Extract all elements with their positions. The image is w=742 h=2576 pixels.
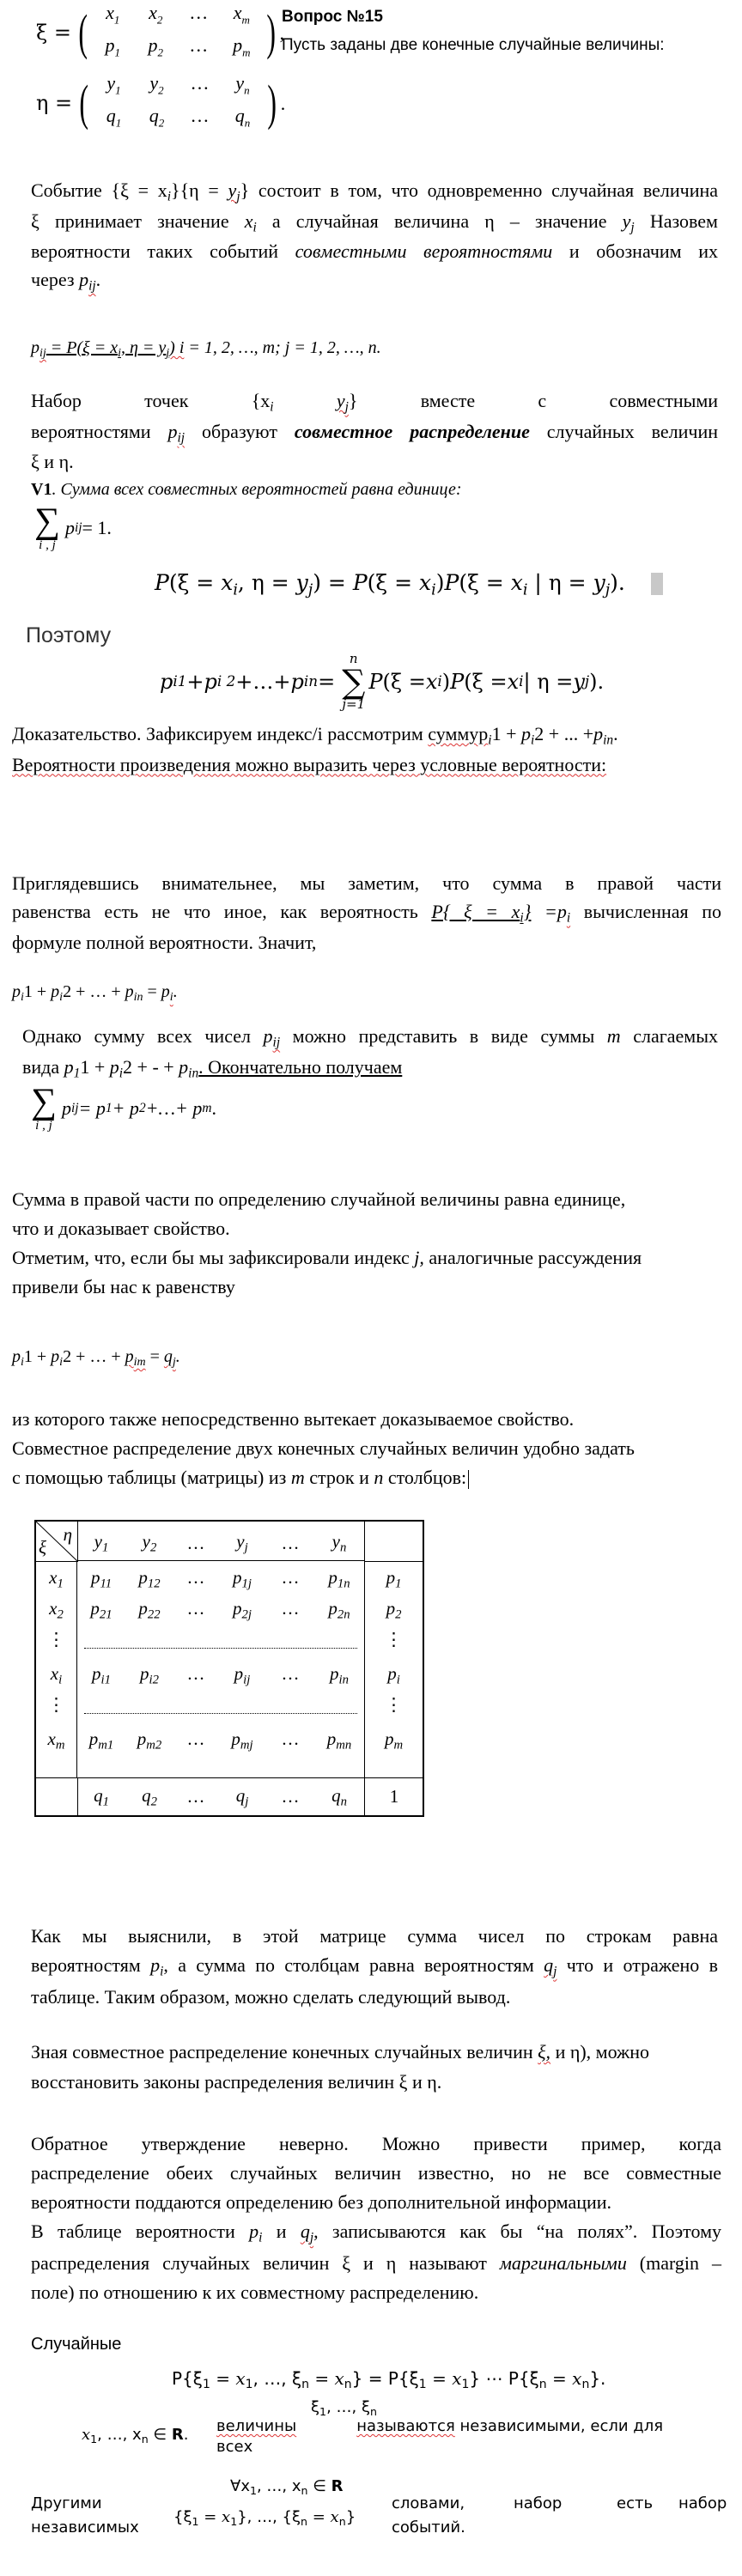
formula-joint-probability: $p_{ij} = P(\xi = x_i$, $\eta = y_j$) i = 1, 2, …, m; j = 1, 2, …, n. (31, 338, 381, 361)
text-line: Доказательство. Зафиксируем индекс/i рассмотрим суммуp$_i$1 + $p_i2$ + ... $+p_{in}$. (12, 723, 618, 748)
x-cell: $x_i$ (50, 1663, 63, 1687)
x-cell: ⋮ (47, 1694, 65, 1715)
paragraph-marginal-recovery (31, 2037, 721, 2097)
text-line: восстановить законы распределения величин ξ и η. (31, 2071, 442, 2093)
slovami-label: словами, (392, 2494, 465, 2512)
paragraph-row-column-sums (31, 1922, 718, 2012)
text-caret (468, 1470, 469, 1489)
header-cell: $y_n$ (331, 1530, 347, 1554)
p-cell: $p_1$ (386, 1567, 402, 1591)
p-cell: $p_2$ (386, 1598, 402, 1622)
sum-sign: ∑ i , j (31, 1082, 57, 1133)
paragraph-sum-of-m-terms (22, 1022, 718, 1083)
text-line: через $p_{ij}$. (31, 269, 101, 295)
p-cell: ⋮ (385, 1629, 403, 1649)
matrix-cell: … (189, 34, 209, 57)
matrix-cell: $x_2$ (149, 2, 163, 27)
matrix-cell: $y_1$ (106, 72, 121, 97)
question-title: Вопрос №15 (282, 8, 383, 26)
table-row: $p_{i1}$ $p_{i2}$ … $p_{ij}$ … $p_{in}$ (92, 1663, 349, 1687)
text-line: ξ принимает значение $x_i$ а случайная величина η – значение $y_j$ Назовем (31, 210, 718, 235)
footer-cell: … (281, 1786, 300, 1807)
question-text: Пусть заданы две конечные случайные величины: (282, 36, 665, 54)
text-line: Событие $\{\xi = x_i\}\{\eta = y_j\}$ состоит в том, что одновременно случайная величина (31, 179, 719, 204)
proof-paragraph (12, 720, 725, 779)
footer-cell: $q_j$ (235, 1785, 249, 1809)
sum-of-pi-formula: ∑ i , j p ij = p 1 + p 2 +…+ p m . (31, 1082, 217, 1133)
sum-sign: ∑ i , j (34, 501, 60, 552)
independence-title: Случайные (31, 2335, 122, 2354)
text-cursor-block (651, 573, 663, 595)
text-line: Сумма в правой части по определению случайной величины равна единице, (12, 1188, 626, 1210)
text-line: распределения случайных величин ξ и η называют маргинальными (margin – (31, 2251, 721, 2274)
text-line: Вероятности произведения можно выразить через условные вероятности: (12, 753, 607, 775)
table-header-empty (364, 1522, 423, 1562)
p-cell: $p_m$ (384, 1728, 404, 1753)
eta-symbol: η = (36, 91, 73, 116)
left-paren: ( (78, 4, 88, 61)
table-header-row (77, 1522, 364, 1561)
p-cell: $p_i$ (387, 1663, 400, 1687)
xi-symbol: ξ = (36, 21, 71, 46)
table-body (77, 1561, 364, 1777)
text-line: Однако сумму всех чисел $p_{ij}$ можно представить в виде суммы m слагаемых (22, 1025, 719, 1050)
table-x-column (36, 1561, 77, 1777)
table-row: $p_{m1}$ $p_{m2}$ … $p_{mj}$ … $p_{mn}$ (88, 1728, 352, 1753)
matrix-cell: … (190, 72, 210, 94)
text-line: ξ и η. (31, 451, 74, 473)
matrix-cell: $p_1$ (105, 34, 121, 59)
matrix-cell: … (190, 105, 210, 127)
nezavisimyh-label: независимых (31, 2518, 139, 2537)
text-line: равенства есть не что иное, как вероятность P{ $\xi = x_i\} =p_i$ вычисленная по (12, 901, 721, 926)
header-cell: … (281, 1532, 300, 1553)
text-line: Как мы выяснили, в этой матрице сумма чисел по строкам равна (31, 1925, 718, 1947)
joint-distribution-table (34, 1520, 424, 1817)
text-line: В таблице вероятности $p_i$ и $q_j$, записываются как бы “на полях”. Поэтому (31, 2221, 721, 2245)
right-paren: ) (267, 75, 277, 131)
forall-clause: $x_1$, …, $x_n$ ∈ R. (82, 2426, 189, 2445)
text-line: вида $p_11 + p_i2$ + - + $p_{in}$. Окончательно получаем (22, 1055, 403, 1081)
xi-matrix: ξ = ( $x_1$ $x_2$ … $x_m$ $p_1$ $p_2$ … $p_m$ ) , (36, 0, 284, 66)
table-row: $p_{11}$ $p_{12}$ … $p_{1j}$ … $p_{1n}$ (90, 1567, 350, 1591)
table-footer-row (77, 1777, 364, 1816)
vse-label: всех (216, 2438, 253, 2456)
x-cell: ⋮ (47, 1629, 65, 1649)
formula-column-equals-qj: $p_i1 + p_i2$ + … + $p_{im} = q_j$. (12, 1347, 180, 1370)
text-line: привели бы нас к равенству (12, 1276, 235, 1298)
footer-cell: $q_1$ (94, 1785, 109, 1809)
header-cell: $y_j$ (236, 1530, 248, 1554)
text-line: вероятности таких событий совместными вероятностями и обозначим их (31, 240, 718, 263)
p-cell: ⋮ (385, 1694, 403, 1715)
text-line: Отметим, что, если бы мы зафиксировали индекс j, аналогичные рассуждения (12, 1247, 642, 1269)
forall-clause-2: $\forall x_1$, …, $x_n$ ∈ R (230, 2477, 344, 2497)
matrix-cell: $x_1$ (106, 2, 120, 27)
corner-xi: ξ (39, 1536, 46, 1558)
x-cell: $x_m$ (47, 1728, 65, 1753)
independence-vars: $\xi_1$, …, $\xi_n$ (311, 2398, 377, 2418)
property-v1: V1. Сумма всех совместных вероятностей равна единице: (31, 480, 462, 499)
paragraph-total-probability (12, 869, 721, 957)
paragraph-conclusion (12, 1185, 725, 1302)
text-line: поле) по отношению к их совместному распределению. (31, 2281, 479, 2303)
matrix-cell: $q_1$ (106, 105, 122, 130)
left-paren: ( (79, 75, 89, 131)
table-row: $p_{21}$ $p_{22}$ … $p_{2j}$ … $p_{2n}$ (90, 1598, 350, 1622)
text-line: таблице. Таким образом, можно сделать следующий вывод. (31, 1985, 511, 2008)
paragraph-marginal-distributions (31, 2129, 721, 2307)
sobytiy-label: событий. (392, 2518, 465, 2537)
table-footer-empty (36, 1777, 78, 1816)
xi-matrix-grid (91, 0, 263, 66)
text-line: распределение обеих случайных величин известно, но не все совместные (31, 2162, 721, 2184)
text-line: Обратное утверждение неверно. Можно привести пример, когда (31, 2133, 721, 2154)
est-label: есть (617, 2494, 654, 2512)
matrix-cell: $q_n$ (234, 105, 251, 130)
text-line: вероятности поддаются определению без дополнительной информации. (31, 2191, 612, 2214)
independence-formula: $P\{\xi_1 = x_1$, …, $\xi_n = x_n\} = P\{\xi_1 = x_1\}$ ⋯ $P\{\xi_n = x_n\}$. (172, 2368, 606, 2392)
right-paren: ) (266, 4, 277, 61)
table-corner (36, 1522, 78, 1562)
table-p-column (364, 1561, 423, 1777)
event-set: $\{\xi_1 = x_1\}$, …, $\{\xi_n = x_n\}$ (173, 2508, 356, 2528)
text-line: Набор точек {$x_i$ $y_j$} вместе с совместными (31, 390, 719, 415)
header-cell: $y_2$ (142, 1530, 157, 1554)
matrix-cell: $y_n$ (235, 72, 250, 97)
property-label: V1 (31, 480, 52, 499)
text-line: что и доказывает свойство. (12, 1218, 230, 1240)
x-cell: $x_1$ (49, 1567, 64, 1591)
poetomu-label: Поэтому (26, 623, 112, 647)
formula-row-sum: p i1 + p i 2 +…+ p in = n ∑ j=1 P (ξ = x i ) P (ξ = x i | η = y j ). (160, 651, 605, 712)
footer-cell: … (186, 1786, 205, 1807)
corner-eta: η (63, 1524, 72, 1545)
matrix-cell: $x_m$ (233, 2, 250, 27)
text-line: Совместное распределение двух конечных случайных величин удобно задать (12, 1437, 635, 1460)
nabor-label: набор (514, 2494, 563, 2512)
text-line: Зная совместное распределение конечных случайных величин ξ, и η), можно (31, 2041, 650, 2063)
nabor2-label: набор (678, 2494, 727, 2512)
footer-cell: $q_2$ (142, 1785, 157, 1809)
text-line: вероятностям $p_i$, а сумма по столбцам равна вероятностям $q_j$ что и отражено в (31, 1954, 719, 1979)
matrix-cell: $p_2$ (148, 34, 164, 59)
text-line: из которого также непосредственно вытекает доказываемое свойство. (12, 1408, 575, 1430)
eta-matrix: η = ( $y_1$ $y_2$ … $y_n$ $q_1$ $q_2$ … $q_n$ ) . (36, 70, 285, 137)
independence-sentence: величины называются независимыми, если для (216, 2417, 664, 2435)
text-line: с помощью таблицы (матрицы) из m строк и n столбцов: (12, 1463, 725, 1492)
drugimi-label: Другими (31, 2494, 102, 2512)
paragraph-table-intro (12, 1405, 725, 1492)
text-line: вероятностями $p_{ij}$ образуют совместное распределение случайных величин (31, 420, 718, 446)
text-line: Приглядевшись внимательнее, мы заметим, что сумма в правой части (12, 872, 721, 894)
matrix-cell: … (189, 2, 209, 23)
footer-cell: $q_n$ (331, 1785, 347, 1809)
table-total-cell: 1 (364, 1777, 423, 1816)
dotted-separator (84, 1680, 357, 1714)
matrix-cell: $q_2$ (149, 105, 165, 130)
header-cell: $y_1$ (94, 1530, 109, 1554)
header-cell: … (186, 1532, 205, 1553)
formula-row-equals-pi: $p_i1 + p_i2$ + … + $p_{in} = p_i$. (12, 982, 178, 1005)
paragraph-joint-distribution (31, 386, 718, 476)
paragraph-joint-event (31, 176, 718, 296)
matrix-cell: $p_m$ (233, 34, 251, 59)
x-cell: $x_2$ (49, 1598, 64, 1622)
dotted-separator (84, 1614, 357, 1649)
formula-product-probability: $P(\xi = x_i$, $\eta = y_j) = P(\xi = x_i)P(\xi = x_i$ | $\eta = y_j$). (155, 567, 663, 602)
eta-matrix-grid (92, 70, 264, 137)
matrix-cell: $y_2$ (149, 72, 164, 97)
v1-sum-formula: ∑ i , j p ij = 1. (34, 501, 112, 552)
text-line: формуле полной вероятности. Значит, (12, 931, 317, 953)
sum-sign: n ∑ j=1 (342, 651, 366, 712)
